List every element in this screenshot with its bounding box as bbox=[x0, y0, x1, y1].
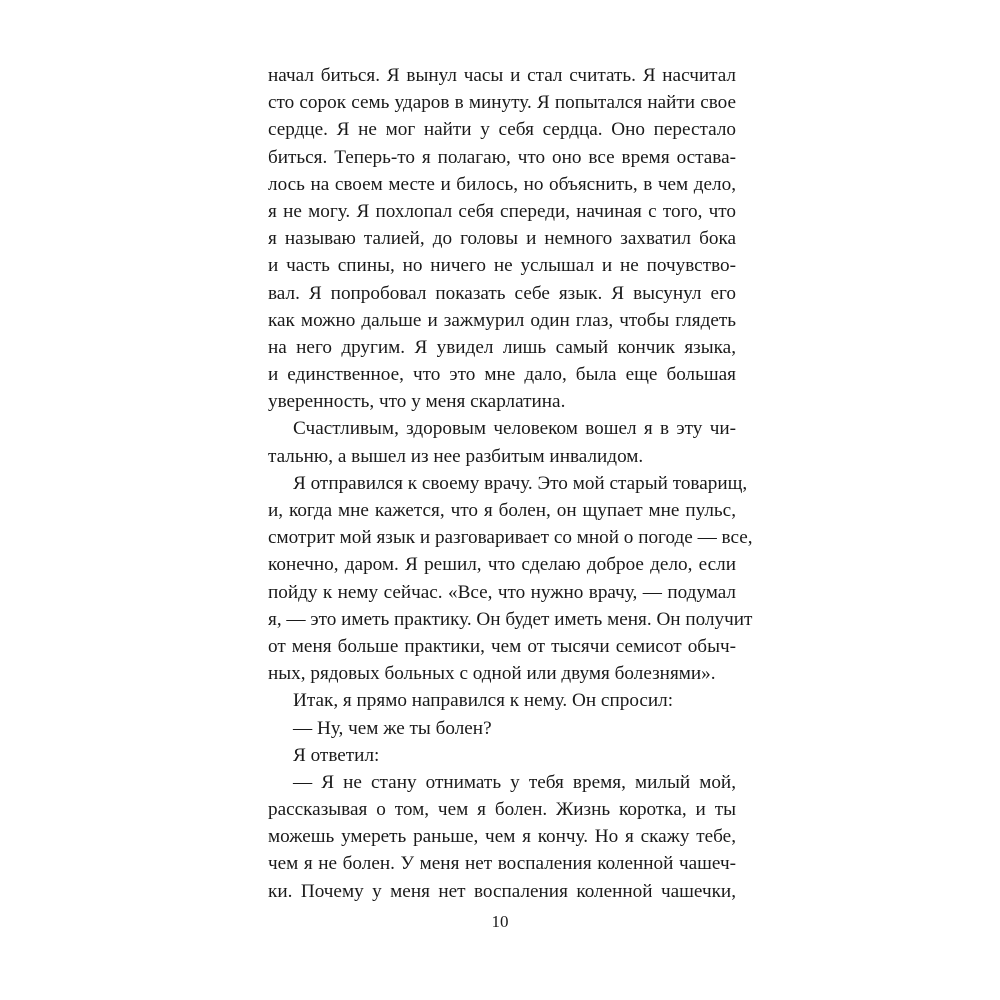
text-line: пойду к нему сейчас. «Все, что нужно врачу, — подумал bbox=[268, 581, 736, 603]
text-line: я не могу. Я похлопал себя спереди, начиная с того, что bbox=[268, 200, 736, 222]
paragraph bbox=[268, 415, 736, 469]
text-line: тальню, а вышел из нее разбитым инвалидом. bbox=[268, 445, 644, 467]
paragraph bbox=[268, 470, 753, 688]
text-line: начал биться. Я вынул часы и стал считать. Я насчитал bbox=[268, 65, 736, 86]
text-line: Я ответил: bbox=[293, 744, 380, 766]
text-line: сто сорок семь ударов в минуту. Я попытался найти свое bbox=[268, 92, 736, 114]
text-line: и часть спины, но ничего не услышал и не почувство- bbox=[268, 255, 736, 277]
text-line: на него другим. Я увидел лишь самый кончик языка, bbox=[268, 336, 736, 358]
paragraph bbox=[268, 769, 736, 905]
text-line: сердце. Я не мог найти у себя сердца. Оно перестало bbox=[268, 119, 736, 141]
text-line: Счастливым, здоровым человеком вошел я в эту чи- bbox=[293, 418, 736, 440]
text-line: я, — это иметь практику. Он будет иметь меня. Он получит bbox=[268, 608, 753, 630]
text-line: смотрит мой язык и разговаривает со мной о погоде — все, bbox=[268, 527, 753, 549]
text-line: ки. Почему у меня нет воспаления коленной чашечки, bbox=[268, 880, 736, 902]
text-line: рассказывая о том, чем я болен. Жизнь коротка, и ты bbox=[268, 799, 736, 821]
text-line: от меня больше практики, чем от тысячи семисот обыч- bbox=[268, 635, 736, 657]
text-line: Итак, я прямо направился к нему. Он спросил: bbox=[293, 690, 674, 712]
text-line: и единственное, что это мне дало, была еще большая bbox=[268, 364, 736, 386]
text-line: — Я не стану отнимать у тебя время, милый мой, bbox=[293, 771, 736, 793]
paragraph bbox=[268, 742, 736, 769]
text-line: чем я не болен. У меня нет воспаления коленной чашеч- bbox=[268, 853, 736, 875]
text-line: уверенность, что у меня скарлатина. bbox=[268, 391, 566, 413]
paragraph bbox=[268, 62, 736, 415]
text-line: Я отправился к своему врачу. Это мой старый товарищ, bbox=[293, 472, 748, 494]
text-line: ных, рядовых больных с одной или двумя болезнями». bbox=[268, 663, 716, 685]
paragraph bbox=[268, 687, 736, 714]
text-line: вал. Я попробовал показать себе язык. Я высунул его bbox=[268, 282, 736, 304]
page-number: 10 bbox=[491, 912, 509, 931]
paragraph bbox=[268, 715, 736, 742]
text-line: можешь умереть раньше, чем я кончу. Но я скажу тебе, bbox=[268, 826, 736, 848]
text-line: я называю талией, до головы и немного захватил бока bbox=[268, 228, 736, 250]
text-line: лось на своем месте и билось, но объяснить, в чем дело, bbox=[268, 173, 736, 195]
text-line: — Ну, чем же ты болен? bbox=[293, 717, 492, 739]
text-line: биться. Теперь-то я полагаю, что оно все время остава- bbox=[268, 146, 736, 168]
text-line: как можно дальше и зажмурил один глаз, чтобы глядеть bbox=[268, 309, 736, 331]
text-line: и, когда мне кажется, что я болен, он щупает мне пульс, bbox=[268, 500, 736, 521]
text-line: конечно, даром. Я решил, что сделаю доброе дело, если bbox=[268, 554, 736, 576]
body-text bbox=[268, 62, 753, 905]
